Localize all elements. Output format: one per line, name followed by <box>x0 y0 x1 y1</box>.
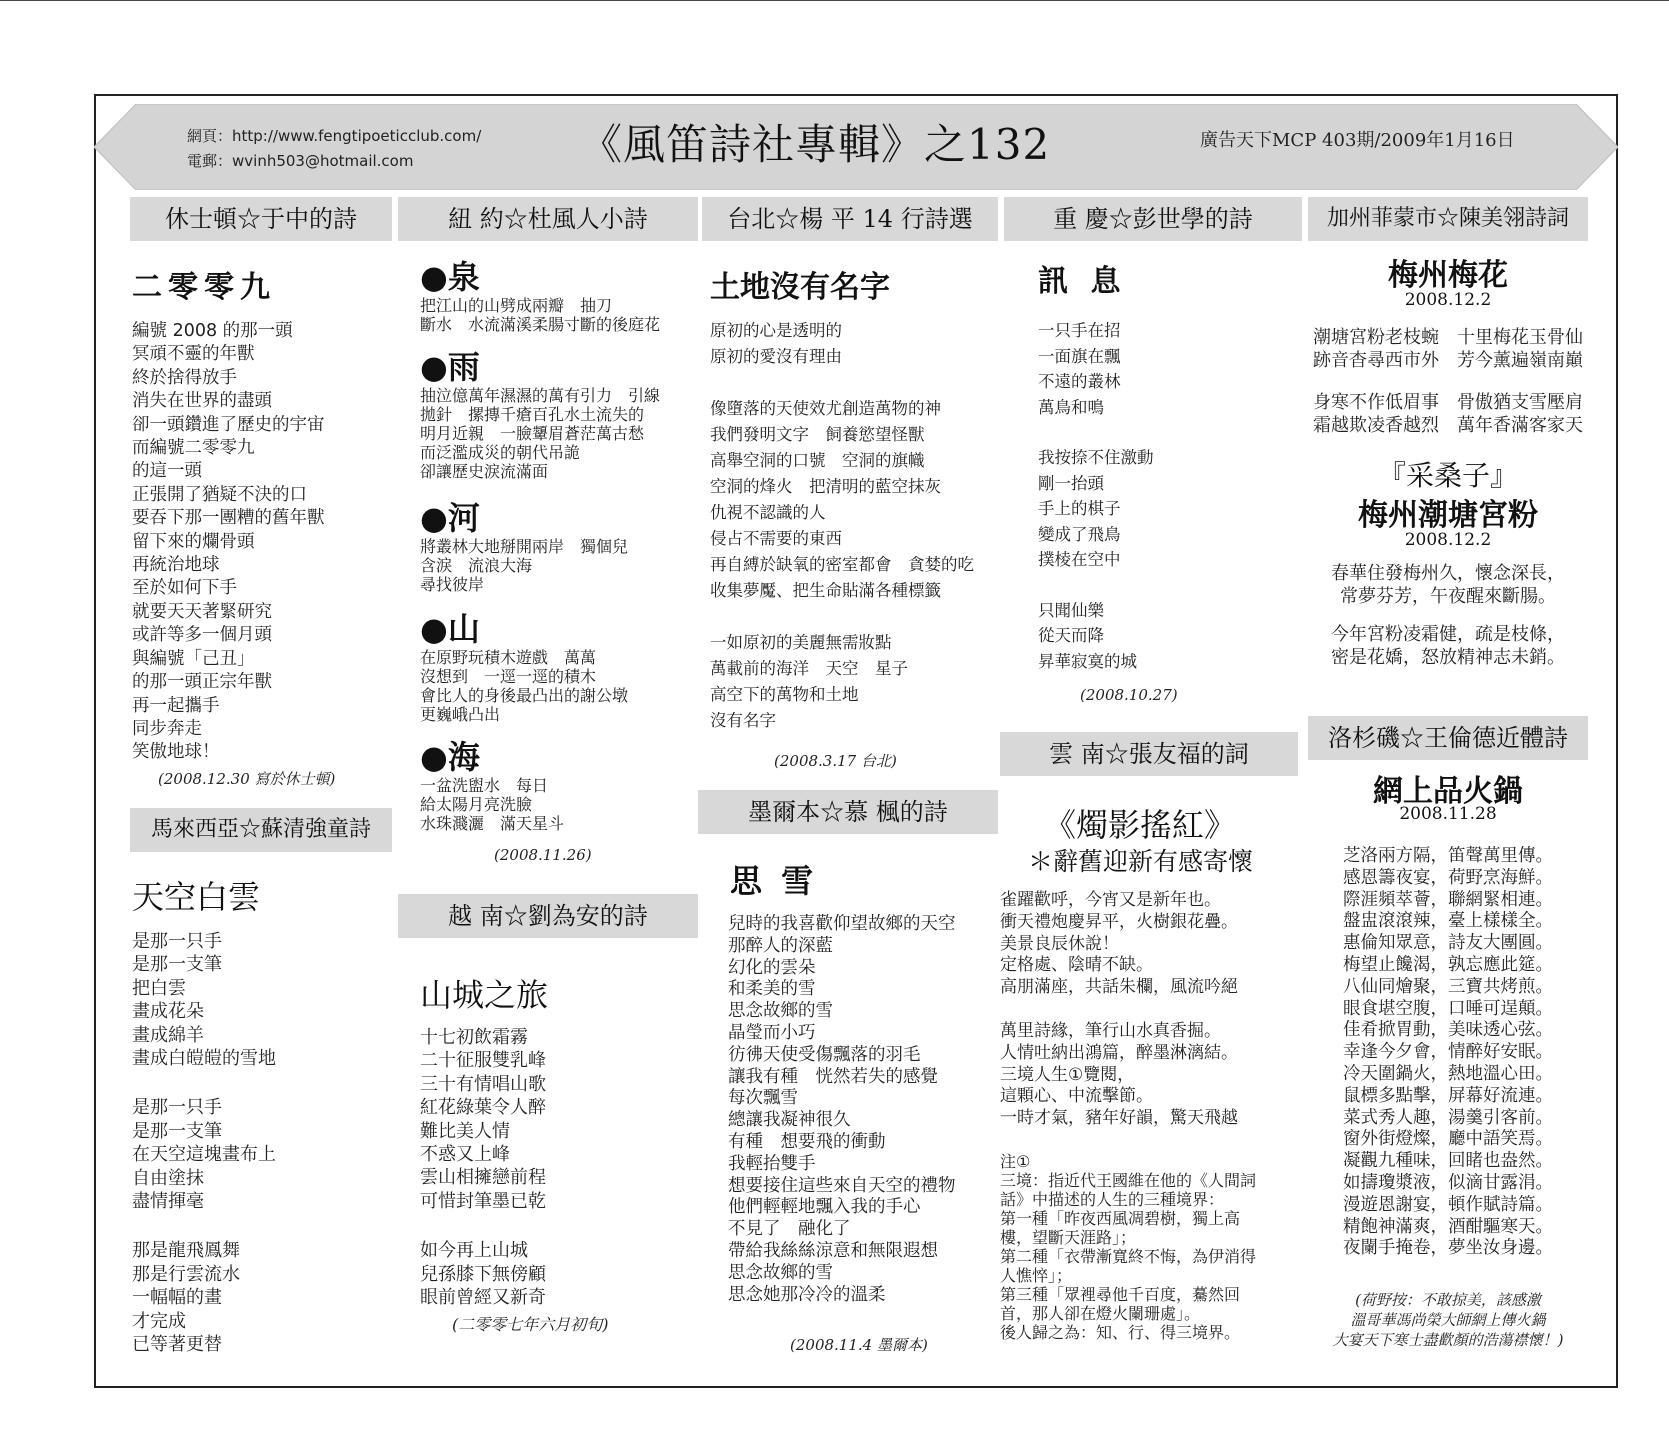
line: 是那一只手 <box>132 931 222 952</box>
line: 那是行雲流水 <box>132 1263 240 1285</box>
col5-poem1-date: 2008.12.2 <box>1404 290 1492 310</box>
line: 常夢芬芳，午夜醒來斷腸。 <box>1340 586 1556 608</box>
col4-poem-body <box>1038 318 1154 674</box>
issue-info: 廣告天下MCP 403期/2009年1月16日 <box>1200 130 1515 151</box>
line: 兒時的我喜歡仰望故鄉的天空 <box>728 914 956 934</box>
line: 是那一支筆 <box>132 1120 222 1142</box>
col2-item-title: ●山 <box>420 610 480 648</box>
note-line: 第一種「昨夜西風凋碧樹，獨上高 <box>1000 1208 1241 1228</box>
line: 我按捺不住激動 <box>1038 448 1154 467</box>
line: 的這一頭 <box>132 461 202 482</box>
note-line: 話》中描述的人生的三種境界： <box>1000 1189 1225 1209</box>
line: 萬鳥和鳴 <box>1038 397 1104 417</box>
line: 笑傲地球！ <box>132 742 220 763</box>
col1-poem1-body <box>132 320 325 765</box>
note-line: 人憔悴」； <box>1000 1265 1073 1285</box>
line: 仇視不認識的人 <box>710 503 826 522</box>
col4-poem2-subtitle: ＊辭舊迎新有感寄懷 <box>1028 847 1254 876</box>
col2-date2: (二零零七年六月初旬) <box>452 1315 609 1334</box>
line: 讓我有種 恍然若失的感覺 <box>728 1066 938 1087</box>
note-line: 注① <box>1000 1151 1031 1171</box>
line: 已等著更替 <box>132 1334 222 1356</box>
line: 一時才氣，豬年好韻，驚天飛越 <box>1000 1108 1238 1129</box>
line: 密是花嬌，怒放精神志未銷。 <box>1331 647 1565 669</box>
line: 卻讓歷史淚流滿面 <box>420 462 549 481</box>
col1-poem1-title: 二零零九 <box>132 270 276 305</box>
line: 不見了 融化了 <box>728 1219 851 1240</box>
line: 的那一頭正宗年獸 <box>132 672 272 693</box>
website-text: 網頁：http://www.fengtipoeticclub.com/ <box>187 127 482 145</box>
line: 侵占不需要的東西 <box>710 529 842 548</box>
col1-header: 休士頓☆于中的詩 <box>130 197 392 241</box>
line: 與編號「己丑」 <box>132 648 255 669</box>
line: 手上的棋子 <box>1038 499 1121 518</box>
line: 我們發明文字 飼養慾望怪獸 <box>710 425 925 444</box>
line: 把白雲 <box>132 977 186 999</box>
line: 冷天圍鍋火，熱地溫心田。 <box>1343 1063 1553 1084</box>
line: 感恩籌夜宴，荷野烹海鮮。 <box>1343 867 1553 888</box>
line: 凝觀九種味，回睹也盎然。 <box>1343 1151 1553 1172</box>
line: 那是龍飛鳳舞 <box>132 1240 240 1262</box>
line: 高朋滿座，共話朱欄，風流吟絕 <box>1000 977 1238 998</box>
line: 如今再上山城 <box>420 1240 528 1262</box>
line: 萬載前的海洋 天空 星子 <box>710 659 908 678</box>
line: 盡情揮毫 <box>132 1191 204 1213</box>
col3-poem2-title: 思 雪 <box>730 862 818 900</box>
line: 不惑又上峰 <box>420 1144 510 1166</box>
line: 冥頑不靈的年獸 <box>132 344 255 365</box>
line: 彷彿天使受傷飄落的羽毛 <box>728 1044 921 1065</box>
line: 尋找彼岸 <box>420 575 485 594</box>
line: 霜越欺凌香越烈 萬年香滿客家天 <box>1313 415 1583 437</box>
col2-item-title: ●海 <box>420 738 480 776</box>
col2-item-title: ●河 <box>420 499 480 537</box>
col2-small-poems <box>420 258 660 833</box>
line: 芝洛兩方隔，笛聲萬里傳。 <box>1343 846 1553 866</box>
col3-date2: (2008.11.4 墨爾本) <box>790 1336 928 1354</box>
line: 自由塗抹 <box>132 1167 204 1189</box>
line: 鼠標多點擊，屏幕好流連。 <box>1343 1085 1553 1106</box>
line: 水珠濺灑 滿天星斗 <box>420 814 565 833</box>
line: 高舉空洞的口號 空洞的旗幟 <box>710 451 925 470</box>
line: 三境人生①覽閱， <box>1000 1064 1135 1085</box>
col5-poem2-title2: 梅州潮塘宮粉 <box>1358 498 1538 533</box>
col5-footnote <box>1300 1290 1596 1350</box>
col3-date: (2008.3.17 台北) <box>774 752 897 770</box>
line: 這顆心、中流擊節。 <box>1000 1086 1153 1107</box>
line: 再統治地球 <box>132 555 220 576</box>
line: 一如原初的美麗無需妝點 <box>710 633 892 652</box>
col1-header2: 馬來西亞☆蘇清強童詩 <box>130 808 392 852</box>
line: 有種 想要飛的衝動 <box>728 1131 886 1152</box>
line: 思念故鄉的雪 <box>728 1262 833 1283</box>
line: 只聞仙樂 <box>1038 600 1104 620</box>
line: 更巍峨凸出 <box>420 705 501 724</box>
col2-poem2-body <box>420 1026 546 1309</box>
line: 是那一支筆 <box>132 954 222 976</box>
line: 萬里詩緣，筆行山水真香掘。 <box>1000 1020 1221 1041</box>
line: 拋針 摞摶千瘡百孔水土流失的 <box>420 405 645 424</box>
line: 沒想到 一逕一逕的積木 <box>420 667 597 686</box>
line: 可惜封筆墨已乾 <box>420 1190 546 1212</box>
line: 美景良辰休說！ <box>1000 933 1119 954</box>
col2-poem2-title: 山城之旅 <box>420 976 549 1014</box>
line: 昇華寂寞的城 <box>1038 651 1137 671</box>
line: 和柔美的雪 <box>728 979 816 1000</box>
line: 明月近親 一臉顰眉蒼茫萬古愁 <box>420 424 645 443</box>
line: 至於如何下手 <box>132 578 237 599</box>
line: 今年宮粉凌霜健，疏是枝條， <box>1331 623 1565 645</box>
line: 畫成白皚皚的雪地 <box>132 1048 276 1070</box>
line: 卻一頭鑽進了歷史的宇宙 <box>132 414 325 435</box>
note-line: 首，那人卻在燈火闌珊處」。 <box>1000 1303 1201 1323</box>
line: 在天空這塊畫布上 <box>132 1144 276 1166</box>
line: 精飽神滿爽，酒酣驅寒天。 <box>1343 1216 1553 1237</box>
line: 畫成花朵 <box>132 1001 204 1023</box>
line: 才完成 <box>132 1310 186 1332</box>
line: 編號 2008 的那一頭 <box>132 321 293 341</box>
line: 想要接住這些來自天空的禮物 <box>728 1175 956 1196</box>
col4-poem-title: 訊 息 <box>1038 264 1127 299</box>
line: 終於捨得放手 <box>132 367 237 388</box>
line: 盤盅滾滾辣，臺上樣樣全。 <box>1343 911 1553 932</box>
line: 同步奔走 <box>132 718 202 739</box>
top-rule <box>0 0 1669 1</box>
line: 幻化的雲朵 <box>728 957 816 978</box>
line: 衝天禮炮慶昇平，火樹銀花疊。 <box>1000 911 1238 932</box>
line: 收集夢魘、把生命貼滿各種標籤 <box>710 581 941 600</box>
note-line: 第三種「眾裡尋他千百度，驀然回 <box>1000 1284 1241 1304</box>
note-line: 第二種「衣帶漸寬終不悔，為伊消得 <box>1000 1246 1257 1266</box>
line: 兒孫膝下無傍顧 <box>420 1263 546 1285</box>
line: 或許等多一個月頭 <box>132 625 272 646</box>
line: 而編號二零零九 <box>132 438 255 459</box>
line: 夜闌手掩卷，夢坐汝身邊。 <box>1343 1238 1553 1259</box>
col1-poem2-title: 天空白雲 <box>132 878 261 916</box>
note-line: 三境：指近代王國維在他的《人間詞 <box>1000 1170 1257 1190</box>
line: 是那一只手 <box>132 1097 222 1119</box>
line: 二十征服雙乳峰 <box>420 1050 546 1072</box>
col5-poem1-title: 梅州梅花 <box>1388 258 1508 293</box>
spacer <box>1300 373 1596 391</box>
email-text: 電郵：wvinh503@hotmail.com <box>187 152 414 170</box>
footnote-line: (荷野按：不敢掠美，該感激 <box>1355 1291 1541 1309</box>
col3-header2: 墨爾本☆慕 楓的詩 <box>698 790 998 834</box>
col2-header: 紐 約☆杜風人小詩 <box>398 197 698 241</box>
line: 原初的愛沒有理由 <box>710 347 842 366</box>
line: 每次飄雪 <box>728 1088 798 1109</box>
line: 空洞的烽火 把清明的藍空抹灰 <box>710 477 941 496</box>
col4-header: 重 慶☆彭世學的詩 <box>1004 197 1302 241</box>
header-contact <box>187 124 481 174</box>
line: 再自縛於缺氧的密室都會 貪婪的吃 <box>710 555 974 574</box>
col2-item-title: ●雨 <box>420 348 480 386</box>
note-line: 樓，望斷天涯路」； <box>1000 1227 1137 1247</box>
col4-date: (2008.10.27) <box>1080 686 1178 704</box>
line: 消失在世界的盡頭 <box>132 391 272 412</box>
line: 不遠的叢林 <box>1038 372 1121 391</box>
line: 如擣瓊漿液，似滴甘露涓。 <box>1343 1172 1553 1193</box>
col2-item-title: ●泉 <box>420 258 480 296</box>
page-title: 《風笛詩社專輯》之132 <box>580 120 1051 169</box>
col3-header: 台北☆楊 平 14 行詩選 <box>702 197 998 241</box>
line: 而泛濫成災的朝代吊詭 <box>420 443 581 462</box>
col3-poem-title: 土地沒有名字 <box>710 270 890 305</box>
line: 一面旗在飄 <box>1038 346 1121 366</box>
col5-header2: 洛杉磯☆王倫德近體詩 <box>1308 716 1588 760</box>
footnote-line: 溫哥華馮尚榮大師網上傳火鍋 <box>1350 1311 1546 1329</box>
line: 再一起攜手 <box>132 695 220 716</box>
line: 窗外街燈燦，廳中語笑焉。 <box>1343 1129 1553 1150</box>
footnote-line: 大宴天下寒士盡歡顏的浩蕩襟懷！) <box>1332 1331 1564 1349</box>
line: 原初的心是透明的 <box>710 321 842 340</box>
line: 變成了飛鳥 <box>1038 524 1121 544</box>
col3-poem-body <box>710 318 974 734</box>
line: 正張開了猶疑不決的口 <box>132 484 307 505</box>
line: 將叢林大地掰開兩岸 獨個兒 <box>420 537 629 556</box>
col4-poem2-body <box>1000 890 1256 1342</box>
line: 春華住發梅州久，懷念深長， <box>1331 563 1565 584</box>
line: 眼食堪空腹，口唾可逞顛。 <box>1343 998 1553 1019</box>
col5-poem2-body <box>1300 562 1596 670</box>
line: 總讓我凝神很久 <box>728 1110 851 1131</box>
line: 晶瑩而小巧 <box>728 1022 816 1043</box>
line: 高空下的萬物和土地 <box>710 685 859 704</box>
line: 一幅幅的畫 <box>132 1287 222 1309</box>
line: 際涯頻萃薈，聯網緊相連。 <box>1343 889 1553 910</box>
line: 紅花綠葉令人醉 <box>420 1097 546 1119</box>
line: 一只手在招 <box>1038 321 1121 340</box>
line: 眼前曾經又新奇 <box>420 1287 546 1309</box>
col1-poem1-date: (2008.12.30 寫於休士頓) <box>158 770 336 788</box>
line: 一盆洗盥水 每日 <box>420 776 549 795</box>
line: 幸逢今夕會，情醉好安眠。 <box>1343 1042 1553 1063</box>
line: 在原野玩積木遊戲 萬萬 <box>420 648 597 667</box>
line: 沒有名字 <box>710 711 776 730</box>
line: 含淚 流浪大海 <box>420 556 533 575</box>
line: 思念她那冷冷的溫柔 <box>728 1284 886 1305</box>
line: 我輕抬雙手 <box>728 1153 816 1174</box>
line: 要吞下那一團糟的舊年獸 <box>132 508 325 529</box>
col5-poem3-body <box>1308 846 1588 1260</box>
line: 惠倫知眾意，詩友大團圓。 <box>1343 933 1553 954</box>
col4-poem2-title: 《燭影搖紅》 <box>1044 806 1237 844</box>
line: 佳肴掀胃動，美味透心弦。 <box>1343 1020 1553 1041</box>
col5-poem2-title1: 『采桑子』 <box>1377 459 1518 492</box>
line: 三十有情唱山歌 <box>420 1073 546 1095</box>
line: 雀躍歡呼，今宵又是新年也。 <box>1000 890 1221 910</box>
col2-date: (2008.11.26) <box>494 846 592 864</box>
line: 漫遊恩謝宴，頓作賦詩篇。 <box>1343 1194 1553 1215</box>
line: 那醉人的深藍 <box>728 935 833 956</box>
line: 潮塘宮粉老枝蜿 十里梅花玉骨仙 <box>1313 327 1583 348</box>
line: 斷水 水流滿溪柔腸寸斷的後庭花 <box>420 315 661 334</box>
line: 十七初飲霜霧 <box>420 1027 528 1048</box>
col5-poem3-title: 網上品火鍋 <box>1373 774 1523 809</box>
note-line: 後人歸之為：知、行、得三境界。 <box>1000 1322 1241 1342</box>
spacer <box>1300 609 1596 623</box>
line: 雲山相擁戀前程 <box>420 1167 546 1189</box>
line: 菜式秀人趣，湯羹引客前。 <box>1343 1107 1553 1128</box>
line: 他們輕輕地飄入我的手心 <box>728 1197 921 1218</box>
line: 定格處、陰晴不缺。 <box>1000 955 1153 976</box>
line: 難比美人情 <box>420 1120 510 1142</box>
line: 跡音杳尋西市外 芳今薰遍嶺南巔 <box>1313 350 1583 372</box>
line: 帶給我絲絲涼意和無限遐想 <box>728 1240 938 1261</box>
line: 剛一抬頭 <box>1038 473 1104 493</box>
line: 就要天天著緊研究 <box>132 601 272 622</box>
col5-poem3-date: 2008.11.28 <box>1399 804 1497 824</box>
col1-poem2-body <box>132 930 276 1357</box>
line: 撲棱在空中 <box>1038 550 1121 569</box>
line: 身寒不作低眉事 骨傲猶支雪壓肩 <box>1313 391 1583 413</box>
line: 八仙同燴聚，三寶共烤煎。 <box>1343 976 1553 997</box>
line: 給太陽月亮洗臉 <box>420 795 533 814</box>
line: 留下來的爛骨頭 <box>132 531 255 552</box>
col3-poem2-body <box>728 914 956 1306</box>
line: 畫成綿羊 <box>132 1024 204 1046</box>
col4-header2: 雲 南☆張友福的詞 <box>1000 732 1298 776</box>
col5-poem2-date: 2008.12.2 <box>1404 530 1492 550</box>
col5-poem1-body <box>1300 326 1596 438</box>
line: 梅望止饞渴，孰忘應此筵。 <box>1343 954 1553 975</box>
col2-header2: 越 南☆劉為安的詩 <box>398 894 698 938</box>
line: 思念故鄉的雪 <box>728 1001 833 1022</box>
line: 抽泣億萬年濕濕的萬有引力 引線 <box>420 386 661 405</box>
line: 會比人的身後最凸出的謝公墩 <box>420 686 629 705</box>
line: 像墮落的天使效尤創造萬物的神 <box>710 399 941 418</box>
line: 把江山的山劈成兩瓣 抽刀 <box>420 296 613 315</box>
line: 人情吐納出鴻篇，醉墨淋漓結。 <box>1000 1042 1238 1063</box>
line: 從天而降 <box>1038 626 1104 645</box>
col5-header: 加州菲蒙市☆陳美翎詩詞 <box>1308 197 1588 241</box>
